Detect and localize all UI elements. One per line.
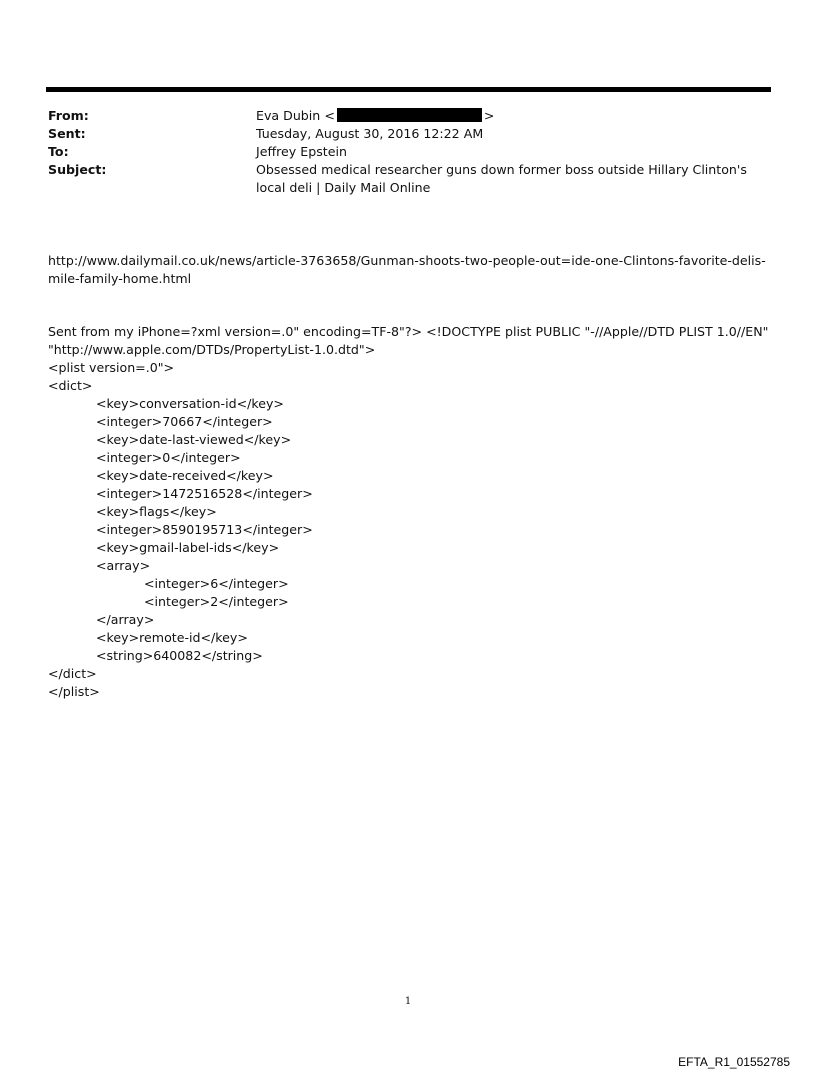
sender-email-open: <	[324, 108, 335, 123]
plist-line: <key>date-received</key>	[96, 468, 274, 483]
plist-line: <plist version=.0">	[48, 360, 175, 375]
plist-line: </array>	[96, 612, 155, 627]
subject-label: Subject:	[48, 162, 107, 177]
plist-line: <key>flags</key>	[96, 504, 217, 519]
sent-value: Tuesday, August 30, 2016 12:22 AM	[256, 126, 484, 141]
email-header	[48, 107, 770, 197]
plist-line: <key>date-last-viewed</key>	[96, 432, 292, 447]
to-label: To:	[48, 144, 69, 159]
redaction-box	[337, 108, 482, 122]
plist-line: <integer>2</integer>	[144, 594, 289, 609]
plist-line: <string>640082</string>	[96, 648, 263, 663]
sender-email-close: >	[483, 108, 495, 123]
to-value: Jeffrey Epstein	[256, 144, 347, 159]
dtd-line: "http://www.apple.com/DTDs/PropertyList-1.0.dtd">	[48, 342, 376, 357]
subject-row	[48, 161, 770, 197]
to-row	[48, 143, 770, 161]
header-rule	[46, 87, 771, 92]
plist-line: <integer>70667</integer>	[96, 414, 273, 429]
document-id: EFTA_R1_01552785	[678, 1055, 790, 1069]
from-row	[48, 107, 770, 125]
sender-name: Eva Dubin	[256, 108, 321, 123]
plist-line: <integer>6</integer>	[144, 576, 289, 591]
plist-line: </dict>	[48, 666, 97, 681]
sent-row	[48, 125, 770, 143]
plist-line: <key>conversation-id</key>	[96, 396, 284, 411]
page-number: 1	[404, 996, 412, 1007]
sent-label: Sent:	[48, 126, 86, 141]
article-link[interactable]: http://www.dailymail.co.uk/news/article-3763658/Gunman-shoots-two-people-out=ide-one-Clintons-favorite-delis-mile-family-home.html	[48, 253, 766, 286]
from-label: From:	[48, 108, 89, 123]
email-body	[48, 323, 773, 701]
subject-value: Obsessed medical researcher guns down former boss outside Hillary Clinton's local deli | Daily Mail Online	[256, 162, 747, 195]
plist-line: <integer>0</integer>	[96, 450, 241, 465]
plist-line: <integer>1472516528</integer>	[96, 486, 313, 501]
plist-line: <key>gmail-label-ids</key>	[96, 540, 280, 555]
signature-line: Sent from my iPhone=?xml version=.0" encoding=TF-8"?> <!DOCTYPE plist PUBLIC "-//Apple//DTD PLIST 1.0//EN"	[48, 324, 769, 339]
plist-line: <key>remote-id</key>	[96, 630, 248, 645]
plist-line: </plist>	[48, 684, 100, 699]
from-value	[256, 107, 770, 125]
plist-line: <integer>8590195713</integer>	[96, 522, 313, 537]
plist-line: <array>	[96, 558, 151, 573]
plist-line: <dict>	[48, 378, 93, 393]
